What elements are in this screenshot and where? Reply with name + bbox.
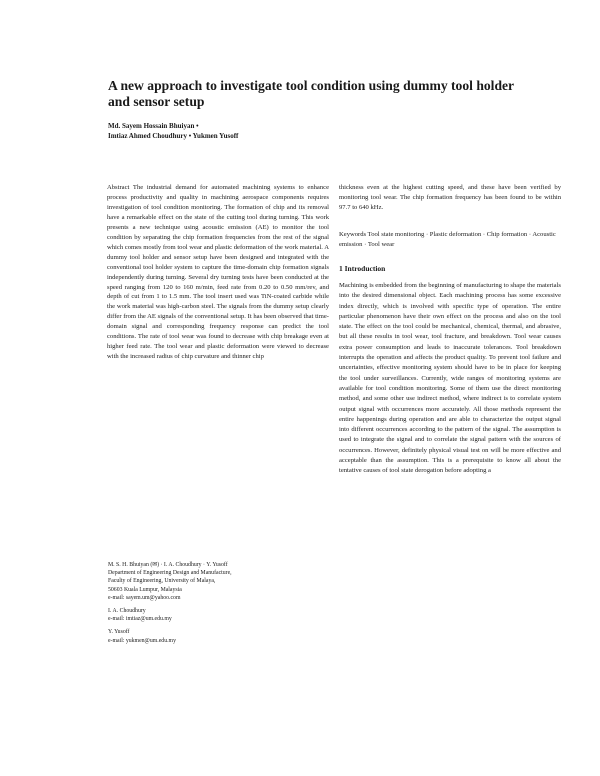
affiliation-block	[108, 628, 330, 644]
affiliation-email[interactable]: e-mail: imtiaz@um.edu.my	[108, 616, 172, 623]
keywords-text: Tool state monitoring · Plastic deformation · Chip formation · Acoustic emission · Tool wear	[339, 231, 556, 248]
section-heading: 1 Introduction	[339, 264, 386, 273]
author-line: Md. Sayem Hossain Bhuiyan •	[108, 122, 199, 130]
affiliation-block	[108, 607, 330, 623]
affiliation-line: 50603 Kuala Lumpur, Malaysia	[108, 586, 182, 593]
keywords-label: Keywords	[339, 231, 367, 238]
affiliations	[108, 561, 330, 650]
affiliation-line: M. S. H. Bhuiyan (✉) · I. A. Choudhury · Y. Yusoff	[108, 562, 228, 568]
affiliation-email[interactable]: e-mail: yukmen@um.edu.my	[108, 637, 176, 644]
affiliation-block	[108, 561, 330, 602]
abstract	[107, 183, 329, 362]
abstract-continuation	[339, 183, 561, 213]
affiliation-line: Y. Yusoff	[108, 629, 130, 636]
paper-title: A new approach to investigate tool condition using dummy tool holder and sensor setup	[108, 78, 514, 109]
author-list	[108, 122, 508, 141]
affiliation-email[interactable]: e-mail: sayem.um@yahoo.com	[108, 594, 181, 601]
abstract-label: Abstract	[107, 184, 130, 191]
abstract-column	[107, 183, 329, 362]
author-line: Imtiaz Ahmed Choudhury • Yukmen Yusoff	[108, 131, 239, 140]
affiliation-line: I. A. Choudhury	[108, 608, 146, 615]
keywords	[339, 230, 561, 249]
introduction-text: Machining is embedded from the beginning of manufacturing to shape the materials into the desired dimensional object. Each machining process has some excessive index directly, which is involved with specific type of operation. The entire particular phenomenon have their own effect on the process and also on the tool state. The effect on the tool could be mechanical, chemical, thermal, and abrasive, but all these results in tool wear, tool fracture, and breakdown. Tool wear causes extra power consumption and leads to inaccurate tolerances. Tool breakdown interrupts the operation and affects the product quality. To prevent tool failure and uncertainties, effective monitoring system should have to be in place for keeping the tool under surveillances. Currently, wide ranges of monitoring systems are available for tool condition monitoring. Some of them use the direct monitoring method, and some other use indirect method, where indirect is to correlate system output signal with occurrences more accurately. All those methods represent the entire happenings during operation and are able to characterize the output signal into different occurrences according to the pattern of the signal. The assumption is used to integrate the signal and to correlate the signal pattern with the sources of occurrences. However, definitely physical visual test on will be more effective and acceptable than the assumption. This is a prerequisite to know all about the tentative causes of tool state derogation before adopting a	[339, 282, 561, 475]
abstract-cont-text: thickness even at the highest cutting speed, and these have been verified by monitoring tool wear. The chip formation frequency has been found to be within 97.7 to 640 kHz.	[339, 184, 561, 211]
affiliation-line: Department of Engineering Design and Manufacture,	[108, 570, 232, 577]
abstract-text: The industrial demand for automated machining systems to enhance process productivity and quality in machining aerospace components requires investigation of tool condition monitoring. The formation of chip and its removal have a remarkable effect on the state of the cutting tool during turning. This work presents a new technique using acoustic emission (AE) to monitor the tool condition by separating the chip formation frequencies from the rest of the signal which comes mostly from tool wear and plastic deformation of the work material. A dummy tool holder and sensor setup have been designed and integrated with the conventional tool holder system to capture the time-domain chip formation signals independently during turning. Several dry turning tests have been conducted at the speed ranging from 120 to 160 m/min, feed rate from 0.20 to 0.50 mm/rev, and depth of cut from 1 to 1.5 mm. The tool insert used was TiN-coated carbide while the work material was high-carbon steel. The signals from the dummy setup clearly differ from the AE signals of the conventional setup. It has been observed that time-domain signal and corresponding frequency response can predict the tool conditions. The rate of tool wear was found to decrease with chip breakage even at higher feed rate. The tool wear and plastic deformation were viewed to decrease with the increased radius of chip curvature and thinner chip	[107, 184, 330, 361]
affiliation-line: Faculty of Engineering, University of Malaya,	[108, 578, 216, 585]
